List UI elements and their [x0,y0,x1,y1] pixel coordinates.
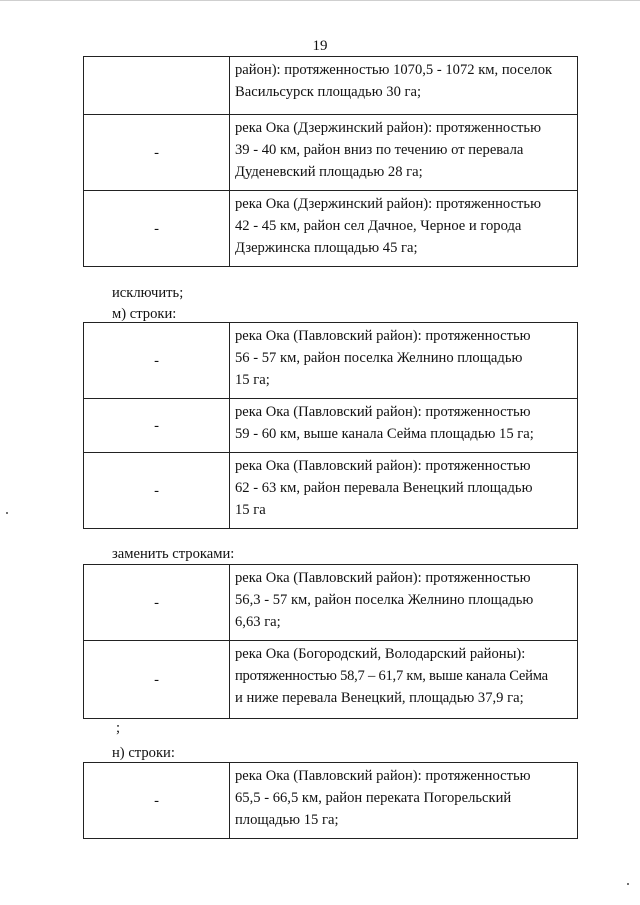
table-row [84,641,578,719]
table-row [84,57,578,115]
top-edge-line [0,0,640,1]
scan-speck [627,883,629,885]
table-cell-marker: - [84,763,230,839]
text-line: площадью 15 га; [235,812,339,828]
text-line: 65,5 - 66,5 км, район переката Погорельский [235,790,512,806]
table-cell-text [230,763,578,839]
scan-speck [6,512,8,514]
label-semicolon: ; [116,720,121,736]
table-cell-marker: - [84,565,230,641]
table-cell-marker: - [84,191,230,267]
text-line: река Ока (Павловский район): протяженностью [235,404,531,420]
text-line: 62 - 63 км, район перевала Венецкий площадью [235,480,533,496]
table-row [84,191,578,267]
table-cell-marker: - [84,115,230,191]
table-cell-marker: - [84,453,230,529]
text-line: 6,63 га; [235,614,281,630]
text-line: 42 - 45 км, район сел Дачное, Черное и города [235,218,522,234]
text-line: река Ока (Дзержинский район): протяженностью [235,120,541,136]
table-cell-marker [84,57,230,115]
text-line: река Ока (Богородский, Володарский районы): [235,646,526,662]
text-line: протяженностью 58,7 – 61,7 км, выше канала Сейма [235,668,548,684]
table-cell-marker: - [84,399,230,453]
table-row [84,115,578,191]
table-3 [83,564,578,719]
text-line: 15 га; [235,372,270,388]
table-row [84,565,578,641]
table-cell-text [230,565,578,641]
table-1 [83,56,578,267]
text-line: Дзержинска площадью 45 га; [235,240,418,256]
text-line: река Ока (Павловский район): протяженностью [235,328,531,344]
text-line: 15 га [235,502,266,518]
table-cell-text [230,453,578,529]
table-4 [83,762,578,839]
text-line: Васильсурск площадью 30 га; [235,84,422,100]
label-n-rows: н) строки: [112,745,175,761]
label-m-rows: м) строки: [112,306,177,322]
label-replace: заменить строками: [112,546,235,562]
label-exclude: исключить; [112,285,184,301]
table-2 [83,322,578,529]
table-cell-text [230,399,578,453]
table-cell-text [230,115,578,191]
table-cell-marker: - [84,323,230,399]
table-row [84,399,578,453]
table-cell-text [230,191,578,267]
page-number: 19 [312,38,328,54]
text-line: 56,3 - 57 км, район поселка Желнино площадью [235,592,534,608]
table-cell-text [230,641,578,719]
table-cell-text [230,57,578,115]
text-line: 59 - 60 км, выше канала Сейма площадью 15 га; [235,426,534,442]
text-line: район): протяженностью 1070,5 - 1072 км, поселок [235,62,553,78]
text-line: Дуденевский площадью 28 га; [235,164,423,180]
text-line: и ниже перевала Венецкий, площадью 37,9 га; [235,690,524,706]
text-line: река Ока (Павловский район): протяженностью [235,570,531,586]
text-line: 39 - 40 км, район вниз по течению от перевала [235,142,524,158]
table-row [84,323,578,399]
table-cell-text [230,323,578,399]
text-line: река Ока (Дзержинский район): протяженностью [235,196,541,212]
table-cell-marker: - [84,641,230,719]
text-line: река Ока (Павловский район): протяженностью [235,768,531,784]
table-row [84,453,578,529]
text-line: река Ока (Павловский район): протяженностью [235,458,531,474]
table-row [84,763,578,839]
text-line: 56 - 57 км, район поселка Желнино площадью [235,350,523,366]
